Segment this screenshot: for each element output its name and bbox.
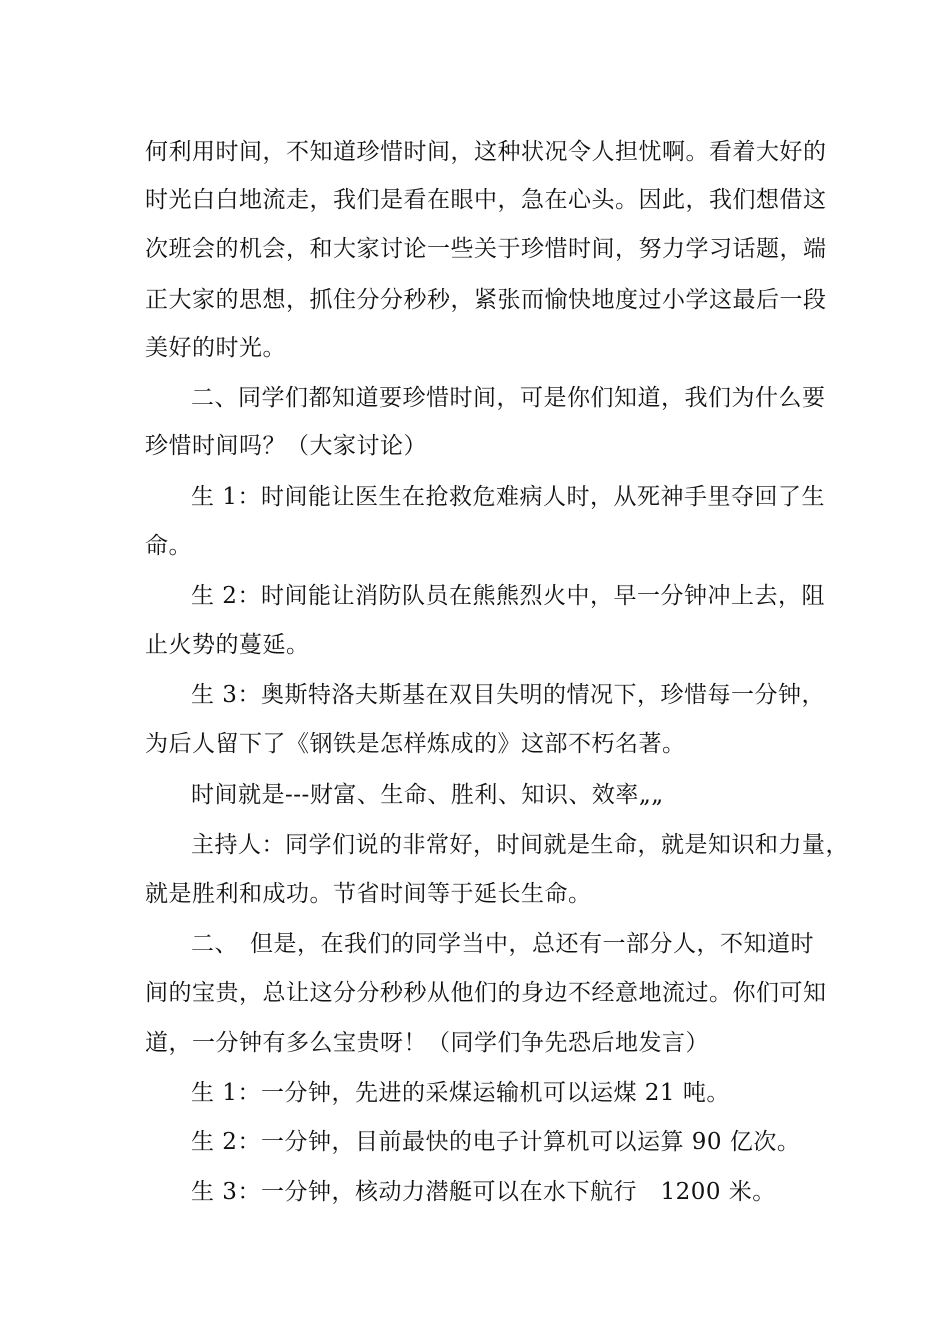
text-line: 生 1：时间能让医生在抢救危难病人时，从死神手里夺回了生	[191, 484, 825, 510]
text-line: 就是胜利和成功。节省时间等于延长生命。	[145, 881, 592, 907]
text-line: 生 2：一分钟，目前最快的电子计算机可以运算 90 亿次。	[191, 1129, 801, 1155]
text-line: 生 3：奥斯特洛夫斯基在双目失明的情况下，珍惜每一分钟，	[191, 682, 825, 708]
text-line: 美好的时光。	[145, 335, 286, 361]
text-line: 时光白白地流走，我们是看在眼中，急在心头。因此，我们想借这	[145, 187, 827, 213]
text-line: 次班会的机会，和大家讨论一些关于珍惜时间，努力学习话题，端	[145, 236, 827, 262]
text-line: 命。	[145, 533, 192, 559]
text-line: 止火势的蔓延。	[145, 632, 310, 658]
text-line: 为后人留下了《钢铁是怎样炼成的》这部不朽名著。	[145, 731, 686, 757]
text-line: 何利用时间，不知道珍惜时间，这种状况令人担忧啊。看着大好的	[145, 139, 827, 165]
text-line: 时间就是---财富、生命、胜利、知识、效率„„	[191, 782, 664, 808]
text-line: 生 1：一分钟，先进的采煤运输机可以运煤 21 吨。	[191, 1080, 730, 1106]
text-line: 二、 但是，在我们的同学当中，总还有一部分人，不知道时	[191, 931, 814, 957]
text-line: 道，一分钟有多么宝贵呀！（同学们争先恐后地发言）	[145, 1030, 709, 1056]
text-line: 主持人：同学们说的非常好，时间就是生命，就是知识和力量，	[191, 832, 849, 858]
text-line: 二、同学们都知道要珍惜时间，可是你们知道，我们为什么要	[191, 385, 826, 411]
text-line: 生 2：时间能让消防队员在熊熊烈火中，早一分钟冲上去，阻	[191, 583, 825, 609]
text-line: 间的宝贵，总让这分分秒秒从他们的身边不经意地流过。你们可知	[145, 980, 827, 1006]
text-line: 正大家的思想，抓住分分秒秒，紧张而愉快地度过小学这最后一段	[145, 287, 827, 313]
text-line: 生 3：一分钟，核动力潜艇可以在水下航行 1200 米。	[191, 1179, 776, 1205]
text-line: 珍惜时间吗？（大家讨论）	[145, 433, 427, 459]
